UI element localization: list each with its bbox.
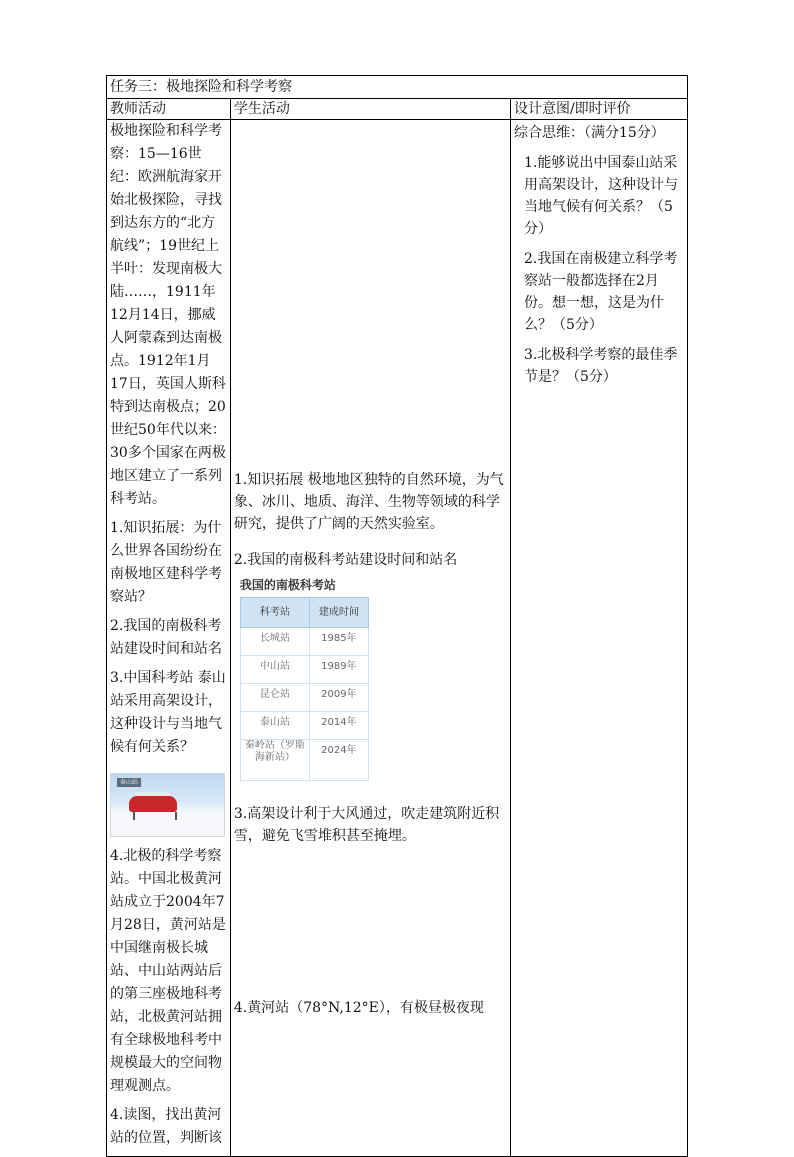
teacher-intro: 极地探险和科学考察：15—16世纪：欧洲航海家开始北极探险，寻找到达东方的“北方航线”；19世纪上半叶：发现南极大陆……，1911年12月14日，挪威人阿蒙森到达南极点。1912年1月17日，英国人斯科特到达南极点；20世纪50年代以来：30多个国家在两极地区建立了一系列科考站。 xyxy=(110,123,226,507)
teacher-question-5: 4.读图，找出黄河站的位置，判断该 xyxy=(110,1107,222,1146)
station-year: 1989年 xyxy=(309,656,368,684)
stations-title: 我国的南极科考站 xyxy=(239,578,336,592)
table-row xyxy=(240,656,368,684)
student-answer-2: 2.我国的南极科考站建设时间和站名 xyxy=(233,552,458,568)
station-year: 2014年 xyxy=(309,712,368,740)
design-intro: 综合思维：（满分15分） xyxy=(513,125,665,141)
teacher-question-4: 4.北极的科学考察站。中国北极黄河站成立于2004年7月28日，黄河站是中国继南极长城站、中山站两站后的第三座极地科考站，北极黄河站拥有全球极地科考中规模最大的空间物理观测点。 xyxy=(110,848,226,1094)
header-design: 设计意图/即时评价 xyxy=(510,99,687,120)
station-year: 1985年 xyxy=(309,628,368,656)
design-item-2: 2.我国在南极建立科学考察站一般都选择在2月份。想一想，这是为什么？（5分） xyxy=(523,251,678,333)
stations-header-year: 建成时间 xyxy=(309,598,368,628)
table-row xyxy=(240,684,368,712)
station-name: 长城站 xyxy=(240,628,309,656)
table-row xyxy=(240,740,368,781)
teacher-question-1: 1.知识拓展：为什么世界各国纷纷在南极地区建科学考察站？ xyxy=(110,520,222,605)
design-item-1: 1.能够说出中国泰山站采用高架设计，这种设计与当地气候有何关系？（5分） xyxy=(523,155,678,237)
station-year: 2024年 xyxy=(309,740,368,781)
design-column xyxy=(510,120,687,1157)
student-answer-4: 4.黄河站（78°N,12°E），有极昼极夜现 xyxy=(233,1000,484,1016)
station-name: 昆仑站 xyxy=(240,684,309,712)
table-row xyxy=(240,712,368,740)
teacher-question-2: 2.我国的南极科考站建设时间和站名 xyxy=(110,618,222,657)
header-teacher: 教师活动 xyxy=(107,99,231,120)
header-student: 学生活动 xyxy=(230,99,510,120)
design-item-3: 3.北极科学考察的最佳季节是？（5分） xyxy=(523,347,678,385)
table-row xyxy=(240,628,368,656)
teacher-question-3: 3.中国科考站 泰山站采用高架设计，这种设计与当地气候有何关系？ xyxy=(110,670,226,755)
station-name: 中山站 xyxy=(240,656,309,684)
station-name: 秦岭站（罗斯海新站） xyxy=(240,740,309,781)
student-answer-3: 3.高架设计利于大风通过，吹走建筑附近积雪，避免飞雪堆积甚至掩埋。 xyxy=(233,806,500,844)
snow-ground-shape xyxy=(111,820,224,836)
taishan-station-photo xyxy=(110,773,225,837)
lesson-plan-table xyxy=(106,75,688,1157)
student-column xyxy=(230,120,510,1157)
teacher-column xyxy=(107,120,231,1157)
stations-figure xyxy=(240,577,507,781)
stations-table xyxy=(240,597,369,781)
stations-header-name: 科考站 xyxy=(240,598,309,628)
student-answer-1: 1.知识拓展 极地地区独特的自然环境，为气象、冰川、地质、海洋、生物等领域的科学研究，提供了广阔的天然实验室。 xyxy=(233,472,504,532)
station-name: 泰山站 xyxy=(240,712,309,740)
station-building-shape xyxy=(129,796,177,812)
station-year: 2009年 xyxy=(309,684,368,712)
task-title: 任务三：极地探险和科学考察 xyxy=(107,76,688,99)
photo-label: 泰山站 xyxy=(117,778,141,787)
